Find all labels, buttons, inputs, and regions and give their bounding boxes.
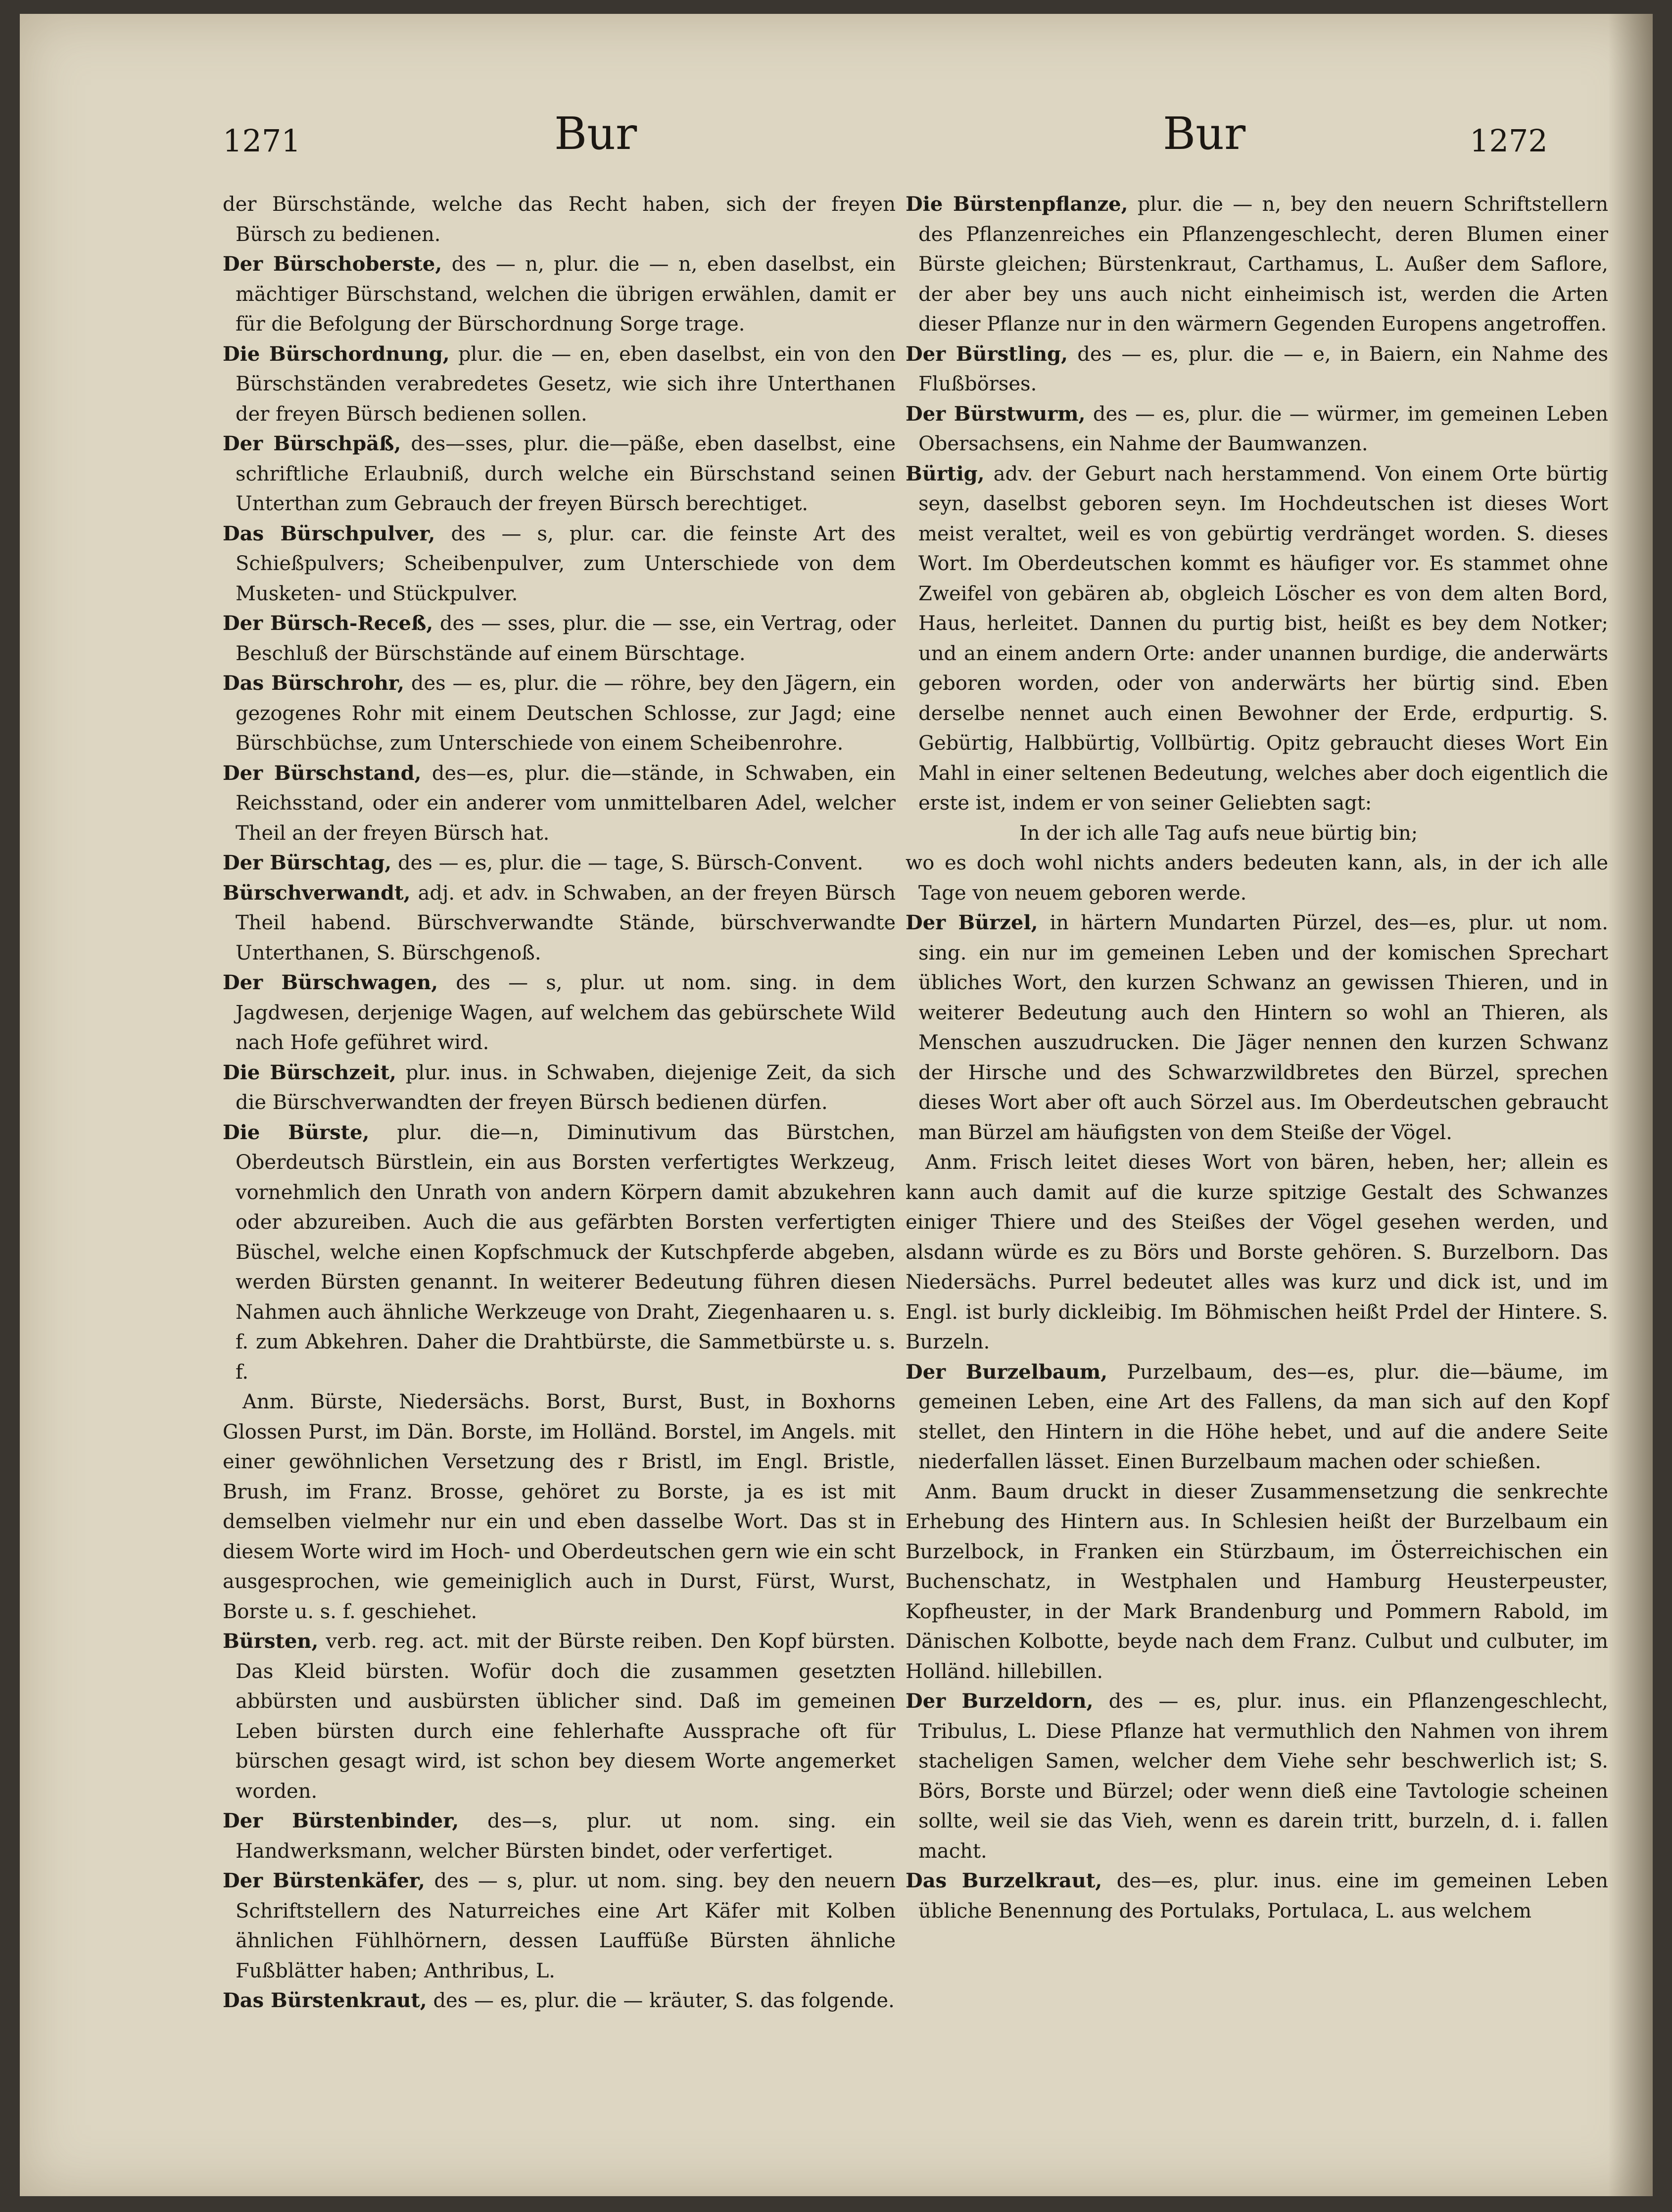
left-column — [223, 190, 896, 2016]
entry-text: des — s, plur. ut nom. sing. in dem Jagdwesen, derjenige Wagen, auf welchem das gebürschete Wild nach Hofe geführet wird. — [236, 971, 896, 1054]
dictionary-entry — [223, 1986, 896, 2016]
entry-text: des — sses, plur. die — sse, ein Vertrag, oder Beschluß der Bürschstände auf einem Bürschtage. — [236, 612, 896, 665]
annotation-paragraph — [906, 1477, 1608, 1687]
entry-headword: Die Bürschzeit, — [223, 1060, 396, 1084]
entry-text: adv. der Geburt nach herstammend. Von einem Orte bürtig seyn, daselbst geboren seyn. Im Hochdeutschen ist dieses Wort meist veraltet, weil es von gebürtig verdränget worden. S. dieses Wort. Im Oberdeutschen kommt es häufiger vor. Es stammet ohne Zweifel von gebären ab, obgleich Löscher es von dem alten Bord, Haus, herleitet. Dannen du purtig bist, heißt es bey dem Notker; und an einem andern Orte: ander unannen burdige, die anderwärts geboren worden, oder von anderwärts her bürtig sind. Eben derselbe nennet auch einen Bewohner der Erde, erdpurtig. S. Gebürtig, Halbbürtig, Vollbürtig. Opitz gebraucht dieses Wort Ein Mahl in einer seltenen Bedeutung, welches aber doch eigentlich die erste ist, indem er von seiner Geliebten sagt: — [918, 462, 1608, 815]
entry-text: der Bürschstände, welche das Recht haben, sich der freyen Bürsch zu bedienen. — [223, 193, 896, 246]
dictionary-entry — [223, 339, 896, 430]
dictionary-entry — [223, 1806, 896, 1866]
dictionary-entry — [906, 399, 1608, 459]
entry-headword: Der Bürschtag, — [223, 851, 392, 874]
entry-text: in härtern Mundarten Pürzel, des—es, plur. ut nom. sing. ein nur im gemeinen Leben und der komischen Sprechart übliches Wort, den kurzen Schwanz an gewissen Thieren, und in weiterer Bedeutung auch den Hintern so wohl an Thieren, als Menschen auszudrucken. Die Jäger nennen den kurzen Schwanz der Hirsche und des Schwarzwildbretes den Bürzel, sprechen dieses Wort aber oft auch Sörzel aus. Im Oberdeutschen gebraucht man Bürzel am häufigsten von dem Steiße der Vögel. — [918, 912, 1608, 1144]
dictionary-entry — [223, 1627, 896, 1806]
entry-text: des — es, plur. die — kräuter, S. das folgende. — [433, 1989, 895, 2012]
entry-headword: Der Bürstenbinder, — [223, 1809, 459, 1832]
entry-headword: Der Bürschstand, — [223, 761, 422, 785]
entry-text: des — es, plur. inus. ein Pflanzengeschlecht, Tribulus, L. Diese Pflanze hat vermuthlich den Nahmen von ihrem stacheligen Samen, welcher dem Viehe sehr beschwerlich ist; S. Börs, Borste und Bürzel; oder wenn dieß eine Tavtologie scheinen sollte, weil sie das Vieh, wenn es darein tritt, burzeln, d. i. fallen macht. — [918, 1690, 1608, 1863]
left-running-head: Bur — [554, 108, 637, 160]
right-column — [906, 190, 1608, 1926]
entry-text: Anm. Baum druckt in dieser Zusammensetzung die senkrechte Erhebung des Hintern aus. In Schlesien heißt der Burzelbaum ein Burzelbock, in Franken ein Stürzbaum, im Österreichischen ein Buchenschatz, in Westphalen und Hamburg Heusterpeuster, Kopfheuster, in der Mark Brandenburg und Pommern Rabold, im Dänischen Kolbotte, beyde nach dem Franz. Culbut und culbuter, im Holländ. hillebillen. — [906, 1480, 1608, 1683]
entry-headword: Das Bürschrohr, — [223, 672, 405, 695]
entry-headword: Der Bürstling, — [906, 342, 1068, 366]
entry-text: verb. reg. act. mit der Bürste reiben. Den Kopf bürsten. Das Kleid bürsten. Wofür doch die zusammen gesetzten abbürsten und ausbürsten üblicher sind. Daß im gemeinen Leben bürsten durch eine fehlerhafte Aussprache oft für bürschen gesagt wird, ist schon bey diesem Worte angemerket worden. — [236, 1630, 896, 1803]
entry-headword: Das Bürschpulver, — [223, 522, 435, 545]
entry-headword: Das Burzelkraut, — [906, 1869, 1102, 1892]
entry-headword: Der Bürschwagen, — [223, 971, 438, 994]
entry-text: adj. et adv. in Schwaben, an der freyen Bürsch Theil habend. Bürschverwandte Stände, bürschverwandte Unterthanen, S. Bürschgenoß. — [236, 881, 896, 964]
entry-text: des—sses, plur. die—päße, eben daselbst, eine schriftliche Erlaubniß, durch welche ein Bürschstand seinen Unterthan zum Gebrauch der freyen Bürsch berechtiget. — [236, 433, 896, 515]
entry-headword: Bürsten, — [223, 1630, 319, 1653]
dictionary-entry — [223, 1058, 896, 1118]
entry-headword: Die Bürste, — [223, 1120, 370, 1144]
dictionary-entry — [223, 1118, 896, 1388]
right-page-number: 1272 — [1470, 123, 1548, 159]
entry-headword: Bürschverwandt, — [223, 881, 411, 905]
entry-text: plur. inus. in Schwaben, diejenige Zeit, da sich die Bürschverwandten der freyen Bürsch bedienen dürfen. — [236, 1061, 896, 1114]
dictionary-entry — [223, 519, 896, 609]
entry-headword: Das Bürstenkraut, — [223, 1989, 427, 2012]
entry-headword: Der Burzeldorn, — [906, 1689, 1094, 1713]
dictionary-entry — [906, 1357, 1608, 1477]
entry-text: des—es, plur. inus. eine im gemeinen Leben übliche Benennung des Portulaks, Portulaca, L. aus welchem — [918, 1870, 1608, 1923]
entry-text: plur. die—n, Diminutivum das Bürstchen, Oberdeutsch Bürstlein, ein aus Borsten verfertigtes Werkzeug, vornehmlich den Unrath von andern Körpern damit abzukehren oder abzureiben. Auch die aus gefärbten Borsten verfertigten Büschel, welche einen Kopfschmuck der Kutschpferde abgeben, werden Bürsten genannt. In weiterer Bedeutung führen diesen Nahmen auch ähnliche Werkzeuge von Draht, Ziegenhaaren u. s. f. zum Abkehren. Daher die Drahtbürste, die Sammetbürste u. s. f. — [236, 1121, 896, 1384]
entry-text: des—s, plur. ut nom. sing. ein Handwerksmann, welcher Bürsten bindet, oder verfertiget. — [236, 1810, 896, 1863]
entry-text: plur. die — en, eben daselbst, ein von den Bürschständen verabredetes Gesetz, wie sich ihre Unterthanen der freyen Bürsch bedienen sollen. — [236, 342, 896, 426]
dictionary-entry — [906, 190, 1608, 339]
entry-text: Anm. Bürste, Niedersächs. Borst, Burst, Bust, in Boxhorns Glossen Purst, im Dän. Borste, im Holländ. Borstel, im Angels. mit einer gewöhnlichen Versetzung des r Bristl, im Engl. Bristle, Brush, im Franz. Brosse, gehöret zu Borste, ja es ist mit demselben vielmehr nur ein und eben dasselbe Wort. Das st in diesem Worte wird im Hoch- und Oberdeutschen gern wie ein scht ausgesprochen, wie gemeiniglich auch in Durst, Fürst, Wurst, Borste u. s. f. geschiehet. — [223, 1391, 896, 1623]
dictionary-entry — [223, 759, 896, 849]
entry-headword: Der Bürzel, — [906, 911, 1038, 934]
dictionary-entry — [223, 1866, 896, 1986]
entry-headword: Der Bürschpäß, — [223, 432, 401, 455]
entry-headword: Die Bürschordnung, — [223, 342, 450, 366]
dictionary-entry — [223, 848, 896, 878]
annotation-paragraph — [223, 1387, 896, 1627]
dictionary-entry — [906, 1686, 1608, 1866]
entry-text: des — es, plur. die — e, in Baiern, ein Nahme des Flußbörses. — [918, 342, 1608, 395]
entry-text: des — s, plur. ut nom. sing. bey den neuern Schriftstellern des Naturreiches eine Art Käfer mit Kolben ähnlichen Fühlhörnern, dessen Lauffüße Bürsten ähnliche Fußblätter haben; Anthribus, L. — [236, 1870, 896, 1982]
book-spine-shadow — [1608, 14, 1653, 2196]
dictionary-entry — [223, 669, 896, 759]
dictionary-entry — [223, 249, 896, 339]
entry-text: In der ich alle Tag aufs neue bürtig bin; — [1019, 821, 1418, 845]
dictionary-entry — [223, 429, 896, 519]
dictionary-entry — [223, 609, 896, 669]
dictionary-entry — [223, 968, 896, 1058]
entry-headword: Der Bürstwurm, — [906, 402, 1086, 426]
left-page-number: 1271 — [223, 123, 301, 159]
entry-text: Anm. Frisch leitet dieses Wort von bären, heben, her; allein es kann auch damit auf die kurze spitzige Gestalt des Schwanzes einiger Thiere und des Steißes der Vögel gesehen werden, und alsdann würde es zu Börs und Borste gehören. S. Burzelborn. Das Niedersächs. Purrel bedeutet alles was kurz und dick ist, und im Engl. ist burly dickleibig. Im Böhmischen heißt Prdel der Hintere. S. Burzeln. — [906, 1151, 1608, 1353]
entry-text: des — es, plur. die — würmer, im gemeinen Leben Obersachsens, ein Nahme der Baumwanzen. — [918, 402, 1609, 455]
entry-text: des — s, plur. car. die feinste Art des Schießpulvers; Scheibenpulver, zum Unterschiede von dem Musketen- und Stückpulver. — [236, 522, 896, 605]
entry-text: des — n, plur. die — n, eben daselbst, ein mächtiger Bürschstand, welchen die übrigen erwählen, damit er für die Befolgung der Bürschordnung Sorge trage. — [236, 253, 896, 336]
entry-text: plur. die — n, bey den neuern Schriftstellern des Pflanzenreiches ein Pflanzengeschlecht, deren Blumen einer Bürste gleichen; Bürstenkraut, Carthamus, L. Außer dem Saflore, der aber bey uns auch nicht einheimisch ist, werden die Arten dieser Pflanze nur in den wärmern Gegenden Europens angetroffen. — [918, 193, 1609, 336]
dictionary-entry — [906, 908, 1608, 1148]
dictionary-entry — [906, 1866, 1608, 1926]
entry-text: des—es, plur. die—stände, in Schwaben, ein Reichsstand, oder ein anderer vom unmittelbaren Adel, welcher Theil an der freyen Bürsch hat. — [236, 762, 896, 845]
entry-headword: Die Bürstenpflanze, — [906, 192, 1128, 216]
annotation-paragraph — [906, 1148, 1608, 1357]
dictionary-entry — [223, 190, 896, 249]
entry-text: des — es, plur. die — tage, S. Bürsch-Convent. — [398, 852, 863, 874]
entry-headword: Der Bürschoberste, — [223, 252, 442, 276]
entry-headword: Der Bürstenkäfer, — [223, 1869, 425, 1892]
right-running-head: Bur — [1163, 108, 1246, 160]
entry-headword: Bürtig, — [906, 462, 985, 485]
entry-headword: Der Bürsch-Receß, — [223, 612, 433, 635]
entry-text: wo es doch wohl nichts anders bedeuten kann, als, in der ich alle Tage von neuem geboren werde. — [906, 852, 1608, 905]
book-page — [20, 14, 1653, 2196]
dictionary-entry — [906, 459, 1608, 818]
entry-headword: Der Burzelbaum, — [906, 1360, 1108, 1384]
entry-text: Purzelbaum, des—es, plur. die—bäume, im gemeinen Leben, eine Art des Fallens, da man sich auf den Kopf stellet, den Hintern in die Höhe hebet, und auf die andere Seite niederfallen lässet. Einen Burzelbaum machen oder schießen. — [918, 1360, 1609, 1473]
entry-text: des — es, plur. die — röhre, bey den Jägern, ein gezogenes Rohr mit einem Deutschen Schlosse, zur Jagd; eine Bürschbüchse, zum Unterschiede von einem Scheibenrohre. — [236, 672, 896, 755]
dictionary-entry — [906, 848, 1608, 908]
dictionary-entry — [223, 878, 896, 968]
verse-line — [906, 818, 1608, 849]
dictionary-entry — [906, 339, 1608, 399]
